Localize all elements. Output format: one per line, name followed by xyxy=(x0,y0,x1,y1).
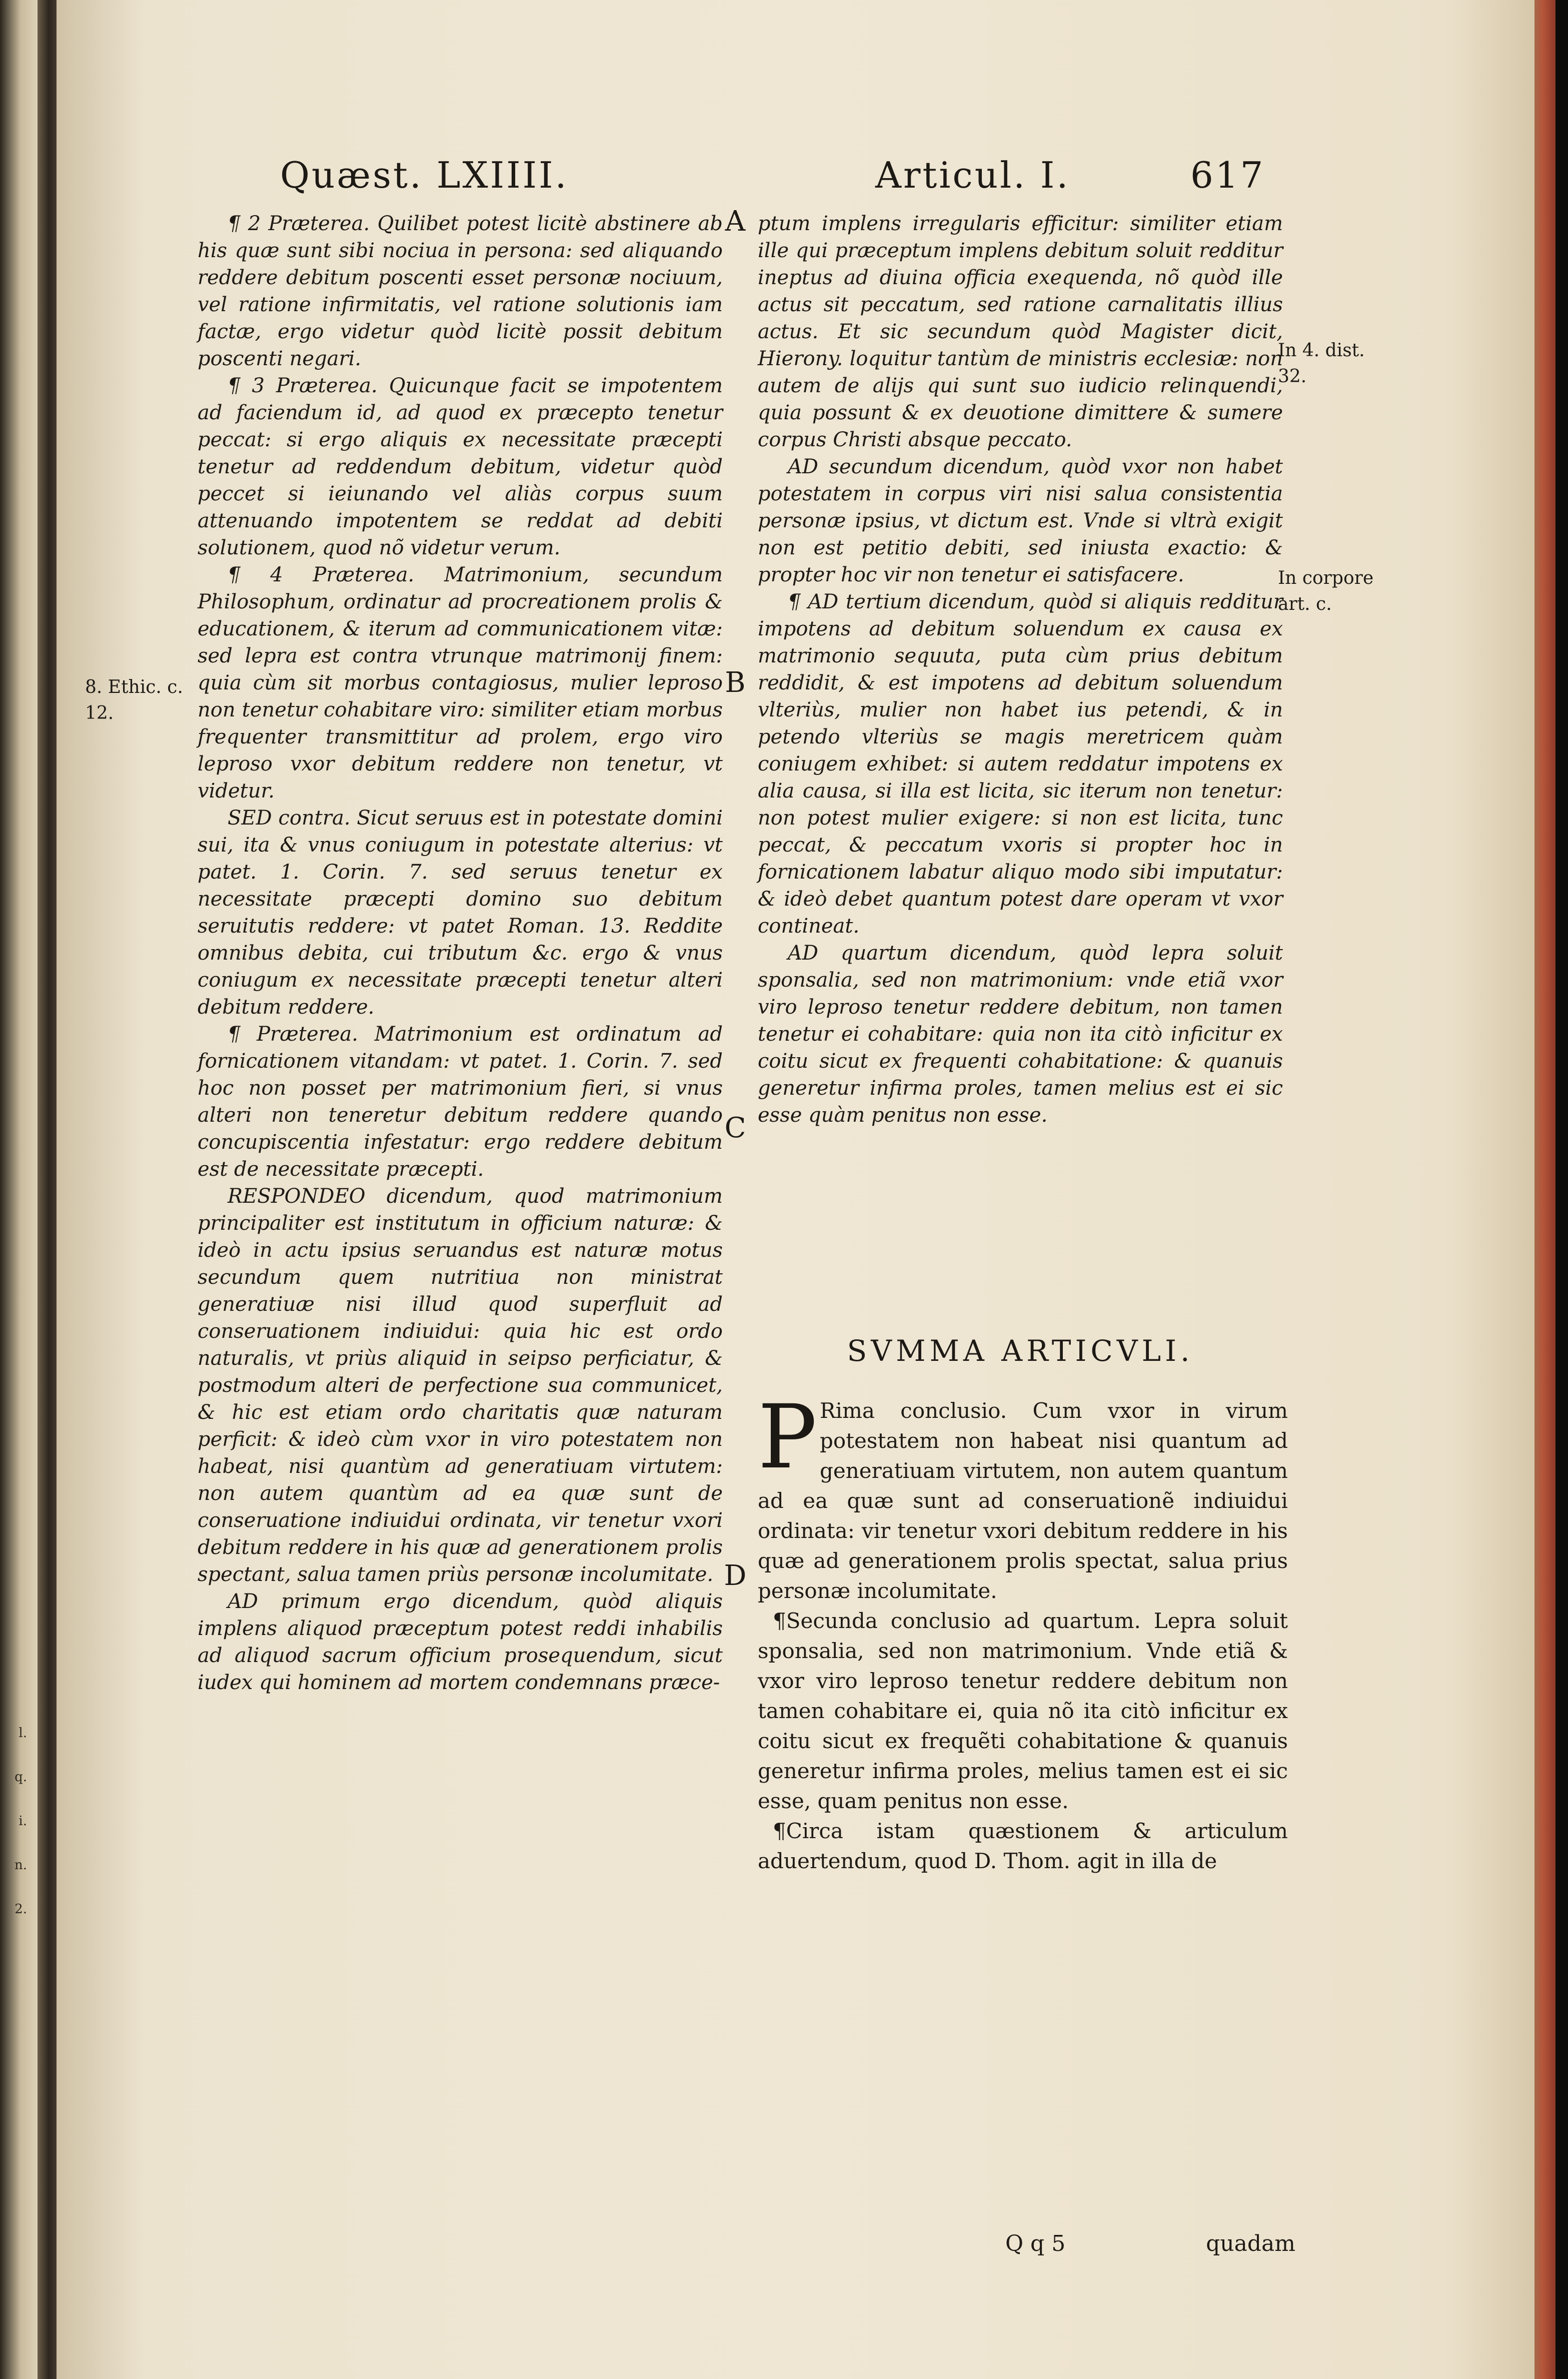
catchword: quadam xyxy=(1206,2231,1295,2256)
paragraph-ad-secundum: AD secundum dicendum, quòd vxor non habet potestatem in corpus viri nisi salua consistentia personæ ipsius, vt dictum est. Vnde si vltrà exigit non est petitio debiti, sed iniusta exactio: & propter hoc vir non tenetur ei satisfacere. xyxy=(758,455,1283,586)
left-fragment: 2. xyxy=(15,1902,27,1917)
page-edge-red xyxy=(1534,0,1555,2379)
margin-note-ethic: 8. Ethic. c. 12. xyxy=(85,677,183,723)
summa-note: ¶Circa istam quæstionem & articulum aduertendum, quod D. Thom. agit in illa de xyxy=(758,1819,1288,1873)
paragraph-ad-tertium: ¶ AD tertium dicendum, quòd si aliquis redditur impotens ad debitum soluendum ex causa ex matrimonio sequuta, puta cùm prius debitum reddidit, & est impotens ad debitum soluendum vlteriùs, mulier non habet ius petendi, & in petendo vlteriùs se magis meretricem quàm coniugem exhibet: si autem reddatur impotens ex alia causa, si illa est licita, sic iterum non tenetur: non potest mulier exigere: si non est licita, tunc peccat, & peccatum vxoris si propter hoc in fornicationem labatur aliquo modo sibi imputatur: & ideò debet quantum potest dare operam vt vxor contineat. xyxy=(758,590,1283,938)
paragraph-respondeo: RESPONDEO dicendum, quod matrimonium principaliter est institutum in officium naturæ: & ideò in actu ipsius seruandus est naturæ motus secundum quem nutritiua non ministrat generatiuæ nisi illud quod superfluit ad conseruationem indiuidui: quia hic est ordo naturalis, vt priùs aliquid in seipso perficiatur, & postmodum alteri de perfectione sua communicet, & hic est etiam ordo charitatis quæ naturam perficit: & ideò cùm vxor in viro potestatem non habeat, nisi quantùm ad generatiuam virtutem: non autem quantùm ad ea quæ sunt de conseruatione indiuidui ordinata, vir tenetur vxori debitum reddere in his quæ ad generationem prolis spectant, salua tamen priùs personæ incolumitate. xyxy=(198,1185,723,1586)
section-letter-b: B xyxy=(725,666,746,699)
signature-mark: Q q 5 xyxy=(1005,2231,1066,2256)
section-letter-d: D xyxy=(724,1559,747,1592)
left-text-column xyxy=(198,210,723,1911)
paragraph-ad-quartum: AD quartum dicendum, quòd lepra soluit sponsalia, sed non matrimonium: vnde etiã vxor viro leproso tenetur reddere debitum, non tamen tenetur ei cohabitare: quia non ita citò inficitur ex coitu sicut ex frequenti cohabitatione: & quanuis generetur infirma proles, tamen melius est ei sic esse quàm penitus non esse. xyxy=(758,942,1283,1127)
summa-conclusion-1-text: Rima conclusio. Cum vxor in virum potestatem non habeat nisi quantum ad generatiuam virtutem, non autem quantum ad ea quæ sunt ad conseruationẽ indiuidui ordinata: vir tenetur vxori debitum reddere in his quæ ad generationem prolis spectat, salua prius personæ incolumitate. xyxy=(758,1398,1288,1603)
drop-cap-initial: P xyxy=(758,1386,817,1488)
summa-conclusion-2: ¶Secunda conclusio ad quartum. Lepra soluit sponsalia, sed non matrimonium. Vnde etiã & vxor viro leproso tenetur reddere debitum non tamen cohabitare ei, quia nõ ita citò inficitur ex coitu sicut ex frequẽti cohabitatione & quanuis generetur infirma proles, melius tamen est ei sic esse, quam penitus non esse. xyxy=(758,1609,1288,1813)
summa-conclusion-1 xyxy=(758,1386,1288,1606)
left-fragment: l. xyxy=(19,1726,27,1741)
paragraph-objection-2: ¶ 2 Præterea. Quilibet potest licitè abstinere ab his quæ sunt sibi nociua in persona: sed aliquando reddere debitum poscenti esset personæ nociuum, vel ratione infirmitatis, vel ratione solutionis iam factæ, ergo videtur quòd licitè possit debitum poscenti negari. xyxy=(198,212,723,370)
summa-articuli-heading: SVMMA ARTICVLI. xyxy=(847,1334,1194,1368)
book-gutter xyxy=(38,0,57,2379)
paragraph-sed-contra: SED contra. Sicut seruus est in potestate domini sui, ita & vnus coniugum in potestate alterius: vt patet. 1. Corin. 7. sed seruus tenetur ex necessitate præcepti domino suo debitum seruitutis reddere: vt patet Roman. 13. Reddite omnibus debita, cui tributum &c. ergo & vnus coniugum ex necessitate præcepti tenetur alteri debitum reddere. xyxy=(198,807,723,1019)
summa-body xyxy=(758,1386,1288,2371)
paragraph-continuation: ptum implens irregularis efficitur: similiter etiam ille qui præceptum implens debitum soluit redditur ineptus ad diuina officia exequenda, nõ quòd ille actus sit peccatum, sed ratione carnalitatis illius actus. Et sic secundum quòd Magister dicit, Hierony. loquitur tantùm de ministris ecclesiæ: non autem de alijs qui sunt suo iudicio relinquendi, quia possunt & ex deuotione dimittere & sumere corpus Christi absque peccato. xyxy=(758,212,1283,451)
margin-note-dist: In 4. dist. 32. xyxy=(1278,340,1365,387)
left-fragment: i. xyxy=(19,1814,27,1829)
scan-border xyxy=(1555,0,1568,2379)
section-letter-c: C xyxy=(724,1112,746,1144)
section-letter-a: A xyxy=(725,205,746,238)
left-fragment: q. xyxy=(15,1770,27,1785)
running-header-article: Articul. I. xyxy=(875,154,1070,196)
paragraph-objection-4: ¶ 4 Præterea. Matrimonium, secundum Philosophum, ordinatur ad procreationem prolis & educationem, & iterum ad communicationem vitæ: sed lepra est contra vtrunque matrimonij finem: quia cùm sit morbus contagiosus, mulier leproso non tenetur cohabitare viro: similiter etiam morbus frequenter transmittitur ad prolem, ergo viro leproso vxor debitum reddere non tenetur, vt videtur. xyxy=(198,563,723,803)
running-header-question: Quæst. LXIIII. xyxy=(280,154,569,196)
left-page-fragments xyxy=(0,1711,30,2061)
left-fragment: n. xyxy=(14,1858,27,1873)
paragraph-praeterea: ¶ Præterea. Matrimonium est ordinatum ad fornicationem vitandam: vt patet. 1. Corin. 7. sed hoc non posset per matrimonium fieri, si vnus alteri non teneretur debitum reddere quando concupiscentia infestatur: ergo reddere debitum est de necessitate præcepti. xyxy=(198,1023,723,1181)
paragraph-ad-primum: AD primum ergo dicendum, quòd aliquis implens aliquod præceptum potest reddi inhabilis ad aliquod sacrum officium prosequendum, sicut iudex qui hominem ad mortem condemnans præce- xyxy=(198,1590,723,1694)
folio-number: 617 xyxy=(1190,154,1265,196)
right-text-column xyxy=(758,210,1283,1316)
paragraph-objection-3: ¶ 3 Præterea. Quicunque facit se impotentem ad faciendum id, ad quod ex præcepto tenetur peccat: si ergo aliquis ex necessitate præcepti tenetur ad reddendum debitum, videtur quòd peccet si ieiunando vel aliàs corpus suum attenuando impotentem se reddat ad debiti solutionem, quod nõ videtur verum. xyxy=(198,374,723,559)
catchword-line xyxy=(975,2226,1295,2261)
margin-note-corpore: In corpore art. c. xyxy=(1278,568,1374,614)
